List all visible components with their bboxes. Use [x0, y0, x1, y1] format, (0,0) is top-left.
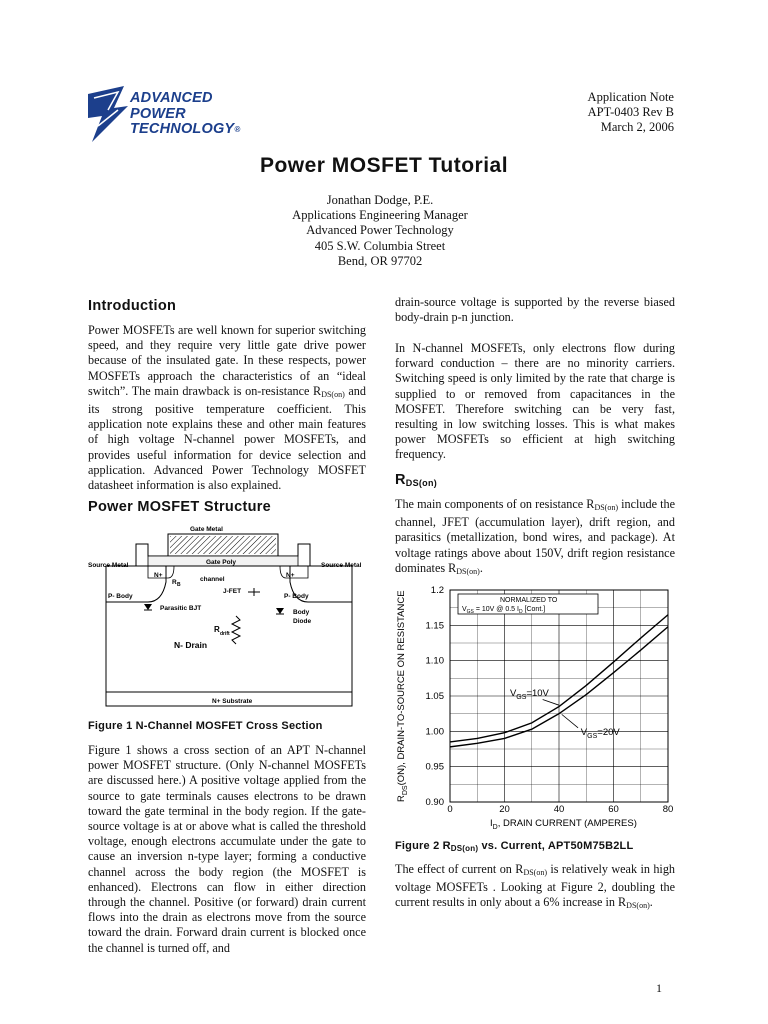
- y-tick-label: 1.2: [430, 585, 444, 596]
- rds-heading-r: R: [395, 472, 406, 488]
- y-tick-label: 0.90: [425, 797, 444, 808]
- effect-paragraph: [395, 862, 675, 914]
- label-p-body-left: P- Body: [108, 593, 133, 600]
- author-street: 405 S.W. Columbia Street: [314, 238, 446, 253]
- structure-heading: Power MOSFET Structure: [88, 499, 272, 515]
- label-source-metal-left: Source Metal: [88, 562, 129, 569]
- label-p-body-right: P- Body: [284, 593, 309, 600]
- label-n-plus-left: N+: [154, 572, 163, 579]
- label-source-metal-right: Source Metal: [321, 562, 362, 569]
- note-number: APT-0403 Rev B: [587, 105, 674, 119]
- registered-mark: ®: [234, 125, 241, 134]
- chart-x-axis-label: $I_D$, DRAIN CURRENT (AMPERES): [490, 818, 637, 831]
- series-label-vgs20: $V_{GS}=20V$: [580, 726, 620, 740]
- note-type: Application Note: [587, 90, 674, 104]
- intro-heading: Introduction: [88, 298, 177, 314]
- author-block: [0, 193, 760, 269]
- rds-text-a: The main components of on resistance R: [395, 497, 595, 511]
- author-city: Bend, OR 97702: [337, 253, 423, 268]
- figure2-text-a: Figure 2 R: [395, 840, 451, 852]
- gate-metal-hatch: [170, 536, 276, 554]
- figure1-caption: Figure 1 N-Channel MOSFET Cross Section: [88, 720, 323, 732]
- series-label-vgs10: $V_{GS}=10V$: [509, 688, 549, 701]
- effect-text-c: .: [649, 895, 653, 910]
- logo-wordmark: [130, 91, 240, 138]
- label-n-drain: N- Drain: [174, 640, 208, 650]
- author-company: Advanced Power Technology: [306, 223, 454, 238]
- legend-line-2: $V_{GS} = 10V$ @ 0.5 $I_D$ [Cont.]: [462, 606, 546, 615]
- label-channel: channel: [200, 576, 225, 583]
- y-tick-label: 1.15: [425, 620, 444, 632]
- label-gate-poly: Gate Poly: [206, 559, 236, 566]
- logo-line-2: POWER: [130, 105, 186, 122]
- chart-y-axis-label: $R_{DS}(ON)$, DRAIN-TO-SOURCE ON RESISTANCE: [396, 590, 409, 802]
- y-tick-label: 0.95: [425, 761, 444, 773]
- label-rdrift: R: [214, 625, 220, 634]
- intro-sub: DS(on): [321, 389, 345, 399]
- chart-ticks: [426, 585, 674, 815]
- rds-text-c: .: [479, 560, 483, 575]
- series-pointer-vgs20: [562, 714, 578, 727]
- effect-text-a: The effect of current on R: [395, 862, 524, 876]
- author-name: Jonathan Dodge, P.E.: [326, 193, 434, 207]
- page-title: Power MOSFET Tutorial: [259, 154, 509, 177]
- label-n-plus-right: N+: [286, 572, 295, 579]
- right-para-1: drain-source voltage is supported by the reverse biased body-drain p-n junction.: [395, 295, 675, 325]
- rds-heading-sub: DS(on): [405, 478, 438, 488]
- label-body: Body: [293, 609, 310, 616]
- y-tick-label: 1.10: [425, 655, 444, 667]
- x-tick-label: 60: [608, 804, 619, 815]
- right-para-2: In N-channel MOSFETs, only electrons flow during forward conduction – there are no minority carriers. Switching speed is only limited by the rate that charge is supplied to or removed from capacitances in the MOSFET. Therefore switching can be very fast, resulting in low switching losses. This is what makes power MOSFETs so efficient at high switching frequency.: [395, 341, 675, 462]
- mosfet-cross-section-diagram: [88, 522, 370, 710]
- intro-paragraph: [88, 323, 366, 493]
- rdson-vs-current-chart: [392, 584, 682, 834]
- label-rb-sub: B: [177, 582, 181, 588]
- y-tick-label: 1.05: [425, 691, 444, 702]
- structure-paragraph: Figure 1 shows a cross section of an APT N-channel power MOSFET structure. (Only N-channel MOSFETs are discussed here.) A positive voltage applied from the source to gate terminals causes electrons to be drawn toward the gate terminal in the body region. If the gate-source voltage is at or above what is called the threshold voltage, enough electrons accumulate under the gate to cause an inversion n-type layer; forming a conductive channel across the body region (the MOSFET is enhanced). Electrons can flow in either direction through the channel. Positive (or forward) drain current flows into the drain as electrons move from the source toward the drain. Forward drain current is blocked once the channel is turned off, and: [88, 743, 366, 955]
- x-tick-label: 40: [553, 804, 565, 815]
- legend-line-1: NORMALIZED TO: [500, 597, 558, 604]
- rds-paragraph: [395, 497, 675, 579]
- label-diode: Diode: [293, 618, 312, 625]
- label-n-substrate: N+ Substrate: [212, 698, 253, 705]
- rds-text-b: include the channel, JFET (accumulation layer), drift region, and parasitics (metallization, bond wires, and package). At voltage ratings above about 150V, drift region resistance dominates R: [395, 497, 675, 575]
- label-parasitic-bjt: Parasitic BJT: [160, 605, 202, 612]
- series-pointer-vgs10: [543, 700, 559, 706]
- x-tick-label: 20: [499, 804, 510, 815]
- author-role: Applications Engineering Manager: [292, 208, 468, 223]
- label-rb: R: [172, 579, 177, 586]
- figure2-sub: DS(on): [450, 844, 479, 853]
- app-note-header: [588, 90, 674, 135]
- intro-text-b: and its strong positive temperature coefficient. This application note explains these and other main features of high voltage N-channel power MOSFETs, and provides useful information for device selection and application. Advanced Power Technology MOSFET datasheet information is also explained.: [88, 383, 366, 493]
- x-tick-label: 80: [662, 804, 674, 815]
- logo-line-3: TECHNOLOGY: [130, 121, 235, 137]
- logo-line-1: ADVANCED: [130, 90, 213, 106]
- x-tick-label: 0: [447, 804, 453, 815]
- y-tick-label: 1.00: [425, 726, 444, 738]
- effect-sub-a: DS(on): [523, 868, 547, 877]
- note-date: March 2, 2006: [600, 120, 674, 134]
- chart-grid: [450, 590, 668, 802]
- rds-heading: [395, 472, 675, 488]
- label-rdrift-sub: drift: [220, 631, 230, 637]
- effect-text-b: is relatively weak in high voltage MOSFETs . Looking at Figure 2, doubling the current results in only about a 6% increase in R: [395, 862, 676, 910]
- rds-sub-b: DS(on): [456, 566, 480, 576]
- figure2-caption: [395, 840, 675, 853]
- effect-sub-b: DS(on): [626, 901, 650, 911]
- figure2-text-b: vs. Current, APT50M75B2LL: [478, 840, 634, 852]
- label-gate-metal: Gate Metal: [190, 526, 223, 533]
- page-number: 1: [656, 981, 662, 995]
- intro-text-a: Power MOSFETs are well known for superior switching speed, and they require very little gate drive power because of the insulated gate. In these respects, power MOSFETs approach the characteristics of an “ideal switch”. The main drawback is on-resistance R: [88, 323, 366, 398]
- label-jfet: J-FET: [223, 588, 242, 595]
- rds-sub-a: DS(on): [594, 503, 618, 512]
